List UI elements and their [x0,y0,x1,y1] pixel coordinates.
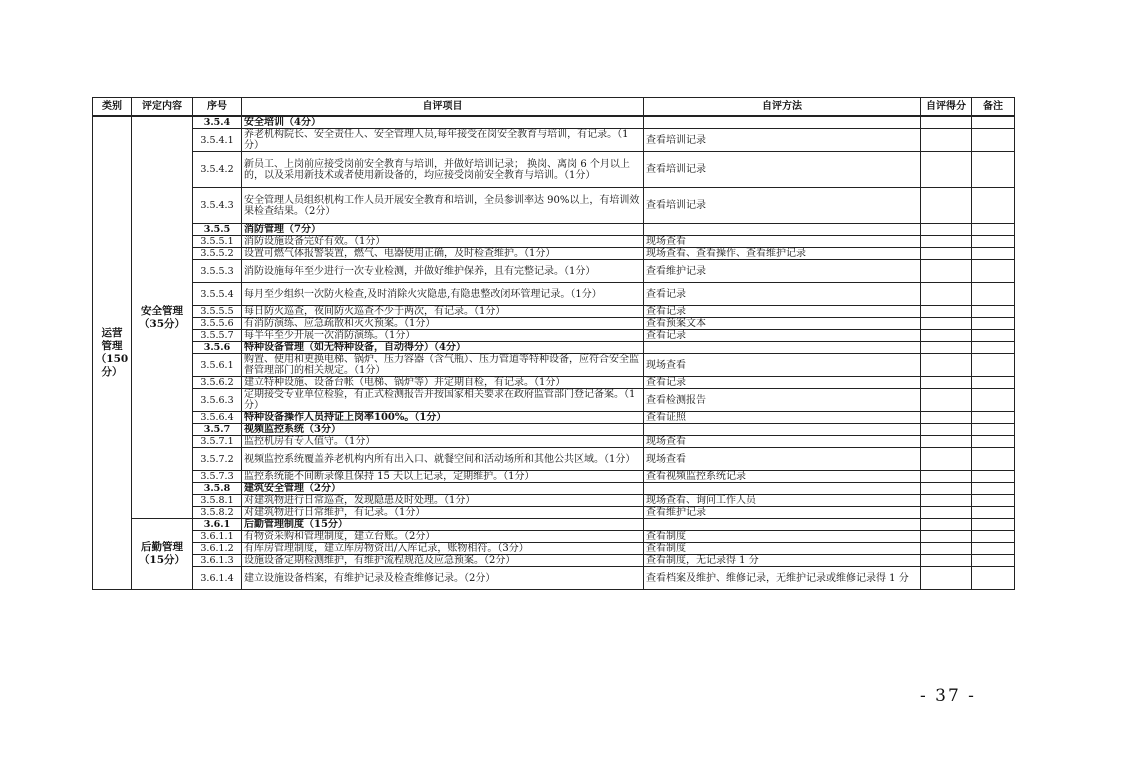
item-cell: 建立设施设备档案，有维护记录及检查维修记录。（2分） [242,567,644,590]
item-cell: 养老机构院长、安全责任人、安全管理人员,每年接受在岗安全教育与培训，有记录。（1分） [242,129,644,152]
item-cell: 安全培训（4分） [242,116,644,129]
score-cell [921,543,972,555]
seq-cell: 3.5.4 [193,116,242,129]
section-row [93,483,1015,495]
item-cell: 后勤管理制度（15分） [242,519,644,531]
item-cell: 安全管理人员组织机构工作人员开展安全教育和培训，全员参训率达 90%以上，有培训效果检查结果。（2分） [242,188,644,224]
item-cell: 特种设备操作人员持证上岗率100%。（1分） [242,412,644,424]
item-cell: 监控机房有专人值守。（1分） [242,436,644,448]
note-cell [972,283,1015,306]
group-safety-cell: 安全管理 （35分） [132,116,193,519]
method-cell: 查看培训记录 [644,129,921,152]
note-cell [972,152,1015,188]
method-cell: 现场查看 [644,436,921,448]
item-cell: 视频监控系统（3分） [242,424,644,436]
method-cell: 查看维护记录 [644,260,921,283]
method-cell: 现场查看 [644,448,921,471]
seq-cell: 3.5.7 [193,424,242,436]
method-cell: 查看证照 [644,412,921,424]
note-cell [972,236,1015,248]
seq-cell: 3.5.6.1 [193,354,242,377]
item-cell: 有库房管理制度，建立库房物资出/入库记录，账物相符。（3分） [242,543,644,555]
table-row [93,152,1015,188]
seq-cell: 3.5.6.2 [193,377,242,389]
note-cell [972,424,1015,436]
note-cell [972,389,1015,412]
note-cell [972,412,1015,424]
note-cell [972,448,1015,471]
note-cell [972,116,1015,129]
note-cell [972,224,1015,236]
table-row [93,471,1015,483]
item-cell: 每月至少组织一次防火检查,及时消除火灾隐患,有隐患整改闭环管理记录。（1分） [242,283,644,306]
score-cell [921,354,972,377]
table-row [93,507,1015,519]
seq-cell: 3.5.6.4 [193,412,242,424]
item-cell: 设施设备定期检测维护，有维护流程规范及应急预案。（2分） [242,555,644,567]
header-item: 自评项目 [242,98,644,117]
method-cell: 现场查看、查看操作、查看维护记录 [644,248,921,260]
section-row [93,519,1015,531]
score-cell [921,531,972,543]
seq-cell: 3.6.1.4 [193,567,242,590]
note-cell [972,567,1015,590]
seq-cell: 3.5.5.7 [193,330,242,342]
item-cell: 有物资采购和管理制度，建立台账。（2分） [242,531,644,543]
score-cell [921,519,972,531]
score-cell [921,116,972,129]
method-cell: 查看检测报告 [644,389,921,412]
item-cell: 有消防演练、应急疏散和灭火预案。（1分） [242,318,644,330]
header-category: 类别 [93,98,132,117]
method-cell: 现场查看 [644,354,921,377]
method-cell [644,519,921,531]
seq-cell: 3.5.5.2 [193,248,242,260]
method-cell: 查看培训记录 [644,152,921,188]
method-cell: 现场查看 [644,236,921,248]
header-seq: 序号 [193,98,242,117]
note-cell [972,555,1015,567]
table-row [93,567,1015,590]
note-cell [972,519,1015,531]
seq-cell: 3.6.1.2 [193,543,242,555]
item-cell: 监控系统能不间断录像且保持 15 天以上记录，定期维护。（1分） [242,471,644,483]
section-row [93,224,1015,236]
table-row [93,377,1015,389]
score-cell [921,567,972,590]
evaluation-table [92,97,1015,590]
score-cell [921,129,972,152]
table-row [93,436,1015,448]
note-cell [972,260,1015,283]
method-cell: 现场查看、询问工作人员 [644,495,921,507]
method-cell: 查看记录 [644,283,921,306]
note-cell [972,248,1015,260]
score-cell [921,436,972,448]
header-score: 自评得分 [921,98,972,117]
item-cell: 每日防火巡查，夜间防火巡查不少于两次，有记录。（1分） [242,306,644,318]
seq-cell: 3.5.7.3 [193,471,242,483]
seq-cell: 3.6.1.1 [193,531,242,543]
note-cell [972,471,1015,483]
method-cell: 查看制度 [644,543,921,555]
seq-cell: 3.6.1.3 [193,555,242,567]
note-cell [972,318,1015,330]
score-cell [921,260,972,283]
header-method: 自评方法 [644,98,921,117]
item-cell: 特种设备管理（如无特种设备，自动得分）（4分） [242,342,644,354]
note-cell [972,188,1015,224]
note-cell [972,129,1015,152]
item-cell: 消防设施每年至少进行一次专业检测，并做好维护保养，且有完整记录。（1分） [242,260,644,283]
table-row [93,248,1015,260]
item-cell: 视频监控系统覆盖养老机构内所有出入口、就餐空间和活动场所和其他公共区域。（1分） [242,448,644,471]
method-cell: 查看制度，无记录得 1 分 [644,555,921,567]
item-cell: 建筑安全管理（2分） [242,483,644,495]
score-cell [921,188,972,224]
seq-cell: 3.6.1 [193,519,242,531]
score-cell [921,471,972,483]
table-row [93,495,1015,507]
seq-cell: 3.5.8.1 [193,495,242,507]
table-row [93,129,1015,152]
seq-cell: 3.5.8.2 [193,507,242,519]
method-cell [644,424,921,436]
table-row [93,283,1015,306]
seq-cell: 3.5.7.1 [193,436,242,448]
method-cell: 查看培训记录 [644,188,921,224]
table-row [93,412,1015,424]
table-row [93,236,1015,248]
score-cell [921,224,972,236]
seq-cell: 3.5.5.4 [193,283,242,306]
method-cell: 查看记录 [644,377,921,389]
table-row [93,318,1015,330]
table-row [93,448,1015,471]
score-cell [921,236,972,248]
method-cell [644,224,921,236]
note-cell [972,306,1015,318]
table-row [93,555,1015,567]
item-cell: 定期接受专业单位检验，有正式检测报告并按国家相关要求在政府监管部门登记备案。（1分） [242,389,644,412]
method-cell: 查看预案文本 [644,318,921,330]
score-cell [921,306,972,318]
method-cell: 查看记录 [644,306,921,318]
score-cell [921,483,972,495]
note-cell [972,354,1015,377]
seq-cell: 3.5.8 [193,483,242,495]
header-content: 评定内容 [132,98,193,117]
item-cell: 对建筑物进行日常巡查，发现隐患及时处理。（1分） [242,495,644,507]
item-cell: 每半年至少开展一次消防演练。（1分） [242,330,644,342]
score-cell [921,507,972,519]
seq-cell: 3.5.6 [193,342,242,354]
method-cell: 查看视频监控系统记录 [644,471,921,483]
seq-cell: 3.5.5.6 [193,318,242,330]
note-cell [972,342,1015,354]
table-row [93,306,1015,318]
table-body [93,116,1015,590]
method-cell [644,116,921,129]
seq-cell: 3.5.5 [193,224,242,236]
score-cell [921,318,972,330]
seq-cell: 3.5.6.3 [193,389,242,412]
table-row [93,531,1015,543]
seq-cell: 3.5.4.1 [193,129,242,152]
seq-cell: 3.5.5.3 [193,260,242,283]
score-cell [921,412,972,424]
note-cell [972,377,1015,389]
category-cell: 运营 管理 （150 分） [93,116,132,590]
method-cell: 查看记录 [644,330,921,342]
item-cell: 消防设施设备完好有效。（1分） [242,236,644,248]
score-cell [921,448,972,471]
note-cell [972,507,1015,519]
score-cell [921,342,972,354]
score-cell [921,555,972,567]
table-row [93,543,1015,555]
score-cell [921,377,972,389]
method-cell [644,342,921,354]
method-cell: 查看制度 [644,531,921,543]
section-row [93,116,1015,129]
score-cell [921,495,972,507]
note-cell [972,330,1015,342]
table-row [93,188,1015,224]
header-note: 备注 [972,98,1015,117]
item-cell: 新员工、上岗前应接受岗前安全教育与培训，并做好培训记录； 换岗、离岗 6 个月以上的，以及采用新技术或者使用新设备的，均应接受岗前安全教育与培训。（1分） [242,152,644,188]
seq-cell: 3.5.5.1 [193,236,242,248]
item-cell: 购置、使用和更换电梯、锅炉、压力容器（含气瓶）、压力管道等特种设备，应符合安全监督管理部门的相关规定。（1分） [242,354,644,377]
score-cell [921,152,972,188]
note-cell [972,543,1015,555]
table-row [93,330,1015,342]
table-row [93,389,1015,412]
seq-cell: 3.5.5.5 [193,306,242,318]
score-cell [921,248,972,260]
method-cell: 查看维护记录 [644,507,921,519]
page-number: - 37 - [920,686,976,706]
score-cell [921,283,972,306]
score-cell [921,389,972,412]
score-cell [921,424,972,436]
seq-cell: 3.5.4.2 [193,152,242,188]
note-cell [972,495,1015,507]
item-cell: 消防管理（7分） [242,224,644,236]
seq-cell: 3.5.4.3 [193,188,242,224]
note-cell [972,483,1015,495]
header-row [93,98,1015,117]
table-row [93,260,1015,283]
seq-cell: 3.5.7.2 [193,448,242,471]
table-row [93,354,1015,377]
item-cell: 设置可燃气体报警装置，燃气、电器使用正确，及时检查维护。（1分） [242,248,644,260]
score-cell [921,330,972,342]
note-cell [972,436,1015,448]
group-logistics-cell: 后勤管理 （15分） [132,519,193,590]
section-row [93,342,1015,354]
section-row [93,424,1015,436]
method-cell: 查看档案及维护、维修记录，无维护记录或维修记录得 1 分 [644,567,921,590]
note-cell [972,531,1015,543]
item-cell: 对建筑物进行日常维护，有记录。（1分） [242,507,644,519]
item-cell: 建立特种设施、设备台帐（电梯、锅炉等）并定期自检，有记录。（1分） [242,377,644,389]
method-cell [644,483,921,495]
